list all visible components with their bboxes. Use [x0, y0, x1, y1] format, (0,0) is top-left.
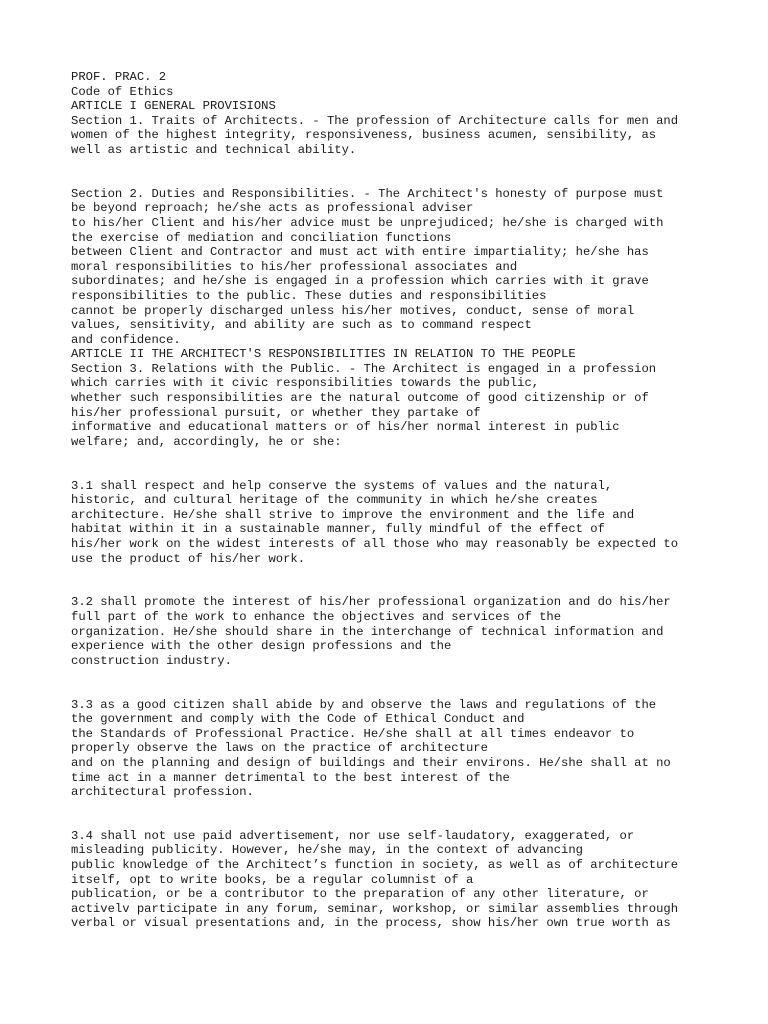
- paragraph-line: values, sensitivity, and ability are such as to command respect: [71, 318, 532, 333]
- paragraph-line: the exercise of mediation and conciliation functions: [71, 230, 452, 245]
- paragraph-line: responsibilities to the public. These duties and responsibilities: [71, 288, 547, 303]
- paragraph-line: to his/her Client and his/her advice must be unprejudiced; he/she is charged with: [71, 215, 664, 230]
- paragraph-line: Section 3. Relations with the Public. - The Architect is engaged in a profession: [71, 361, 657, 376]
- paragraph-gap: [71, 449, 761, 478]
- paragraph-line: his/her work on the widest interests of all those who may reasonably be expected to: [71, 537, 679, 551]
- paragraph-line: construction industry.: [71, 653, 232, 668]
- paragraph-line: time act in a manner detrimental to the best interest of the: [71, 770, 510, 785]
- paragraph-line: public knowledge of the Architect’s function in society, as well as of architecture: [71, 858, 679, 873]
- paragraph-line: itself, opt to write books, be a regular columnist of a: [71, 872, 474, 887]
- item-3-3-paragraph: [71, 698, 761, 800]
- paragraph-line: be beyond reproach; he/she acts as professional adviser: [71, 201, 474, 216]
- paragraph-line: moral responsibilities to his/her professional associates and: [71, 259, 518, 274]
- paragraph-line: and confidence.: [71, 332, 181, 347]
- section-1-paragraph: [71, 114, 761, 158]
- paragraph-gap: [71, 566, 761, 595]
- paragraph-line: 3.4 shall not use paid advertisement, nor use self-laudatory, exaggerated, or: [71, 828, 635, 843]
- paragraph-gap: [71, 800, 761, 829]
- item-3-4-paragraph: [71, 829, 761, 931]
- paragraph-gap: [71, 668, 761, 697]
- paragraph-line: the government and comply with the Code of Ethical Conduct and: [71, 712, 525, 727]
- paragraph-line: Section 2. Duties and Responsibilities. - The Architect's honesty of purpose must: [71, 186, 664, 201]
- paragraph-line: activelv participate in any forum, seminar, workshop, or similar assemblies through: [71, 901, 679, 916]
- paragraph-line: Section 1. Traits of Architects. - The profession of Architecture calls for men and: [71, 113, 679, 128]
- paragraph-line: the Standards of Professional Practice. He/she shall at all times endeavor to: [71, 726, 635, 741]
- paragraph-line: women of the highest integrity, responsiveness, business acumen, sensibility, as: [71, 128, 657, 143]
- paragraph-line: welfare; and, accordingly, he or she:: [71, 434, 342, 449]
- paragraph-line: use the product of his/her work.: [71, 551, 306, 566]
- paragraph-line: experience with the other design professions and the: [71, 639, 452, 654]
- paragraph-line: full part of the work to enhance the objectives and services of the: [71, 609, 562, 624]
- paragraph-line: habitat within it in a sustainable manner, fully mindful of the effect of: [71, 522, 605, 537]
- paragraph-line: historic, and cultural heritage of the community in which he/she creates: [71, 493, 598, 508]
- paragraph-gap: [71, 158, 761, 187]
- document-title: Code of Ethics: [71, 84, 174, 99]
- paragraph-line: verbal or visual presentations and, in the process, show his/her own true worth as: [71, 916, 671, 931]
- paragraph-line: whether such responsibilities are the natural outcome of good citizenship or of: [71, 391, 649, 406]
- course-code: PROF. PRAC. 2: [71, 70, 167, 84]
- item-3-2-paragraph: [71, 595, 761, 668]
- paragraph-line: publication, or be a contributor to the preparation of any other literature, or: [71, 887, 649, 902]
- paragraph-line: organization. He/she should share in the interchange of technical information and: [71, 624, 664, 639]
- section-3-paragraph: [71, 362, 761, 450]
- section-2-paragraph: [71, 187, 761, 348]
- article-1-heading: ARTICLE I GENERAL PROVISIONS: [71, 99, 276, 114]
- paragraph-line: informative and educational matters or of his/her normal interest in public: [71, 420, 620, 435]
- paragraph-line: and on the planning and design of buildings and their environs. He/she shall at no: [71, 755, 671, 770]
- paragraph-line: 3.1 shall respect and help conserve the systems of values and the natural,: [71, 478, 613, 493]
- paragraph-line: architecture. He/she shall strive to improve the environment and the life and: [71, 507, 635, 522]
- paragraph-line: properly observe the laws on the practice of architecture: [71, 741, 488, 756]
- article-2-heading: ARTICLE II THE ARCHITECT'S RESPONSIBILITIES IN RELATION TO THE PEOPLE: [71, 347, 576, 362]
- paragraph-line: his/her professional pursuit, or whether they partake of: [71, 405, 481, 420]
- paragraph-line: between Client and Contractor and must act with entire impartiality; he/she has: [71, 245, 649, 260]
- paragraph-line: 3.2 shall promote the interest of his/her professional organization and do his/her: [71, 595, 671, 610]
- paragraph-line: which carries with it civic responsibilities towards the public,: [71, 376, 540, 391]
- paragraph-line: cannot be properly discharged unless his/her motives, conduct, sense of moral: [71, 303, 635, 318]
- document-page: [71, 70, 761, 931]
- item-3-1-paragraph: [71, 479, 761, 567]
- paragraph-line: misleading publicity. However, he/she may, in the context of advancing: [71, 843, 583, 858]
- paragraph-line: architectural profession.: [71, 785, 254, 800]
- paragraph-line: subordinates; and he/she is engaged in a profession which carries with it grave: [71, 274, 649, 289]
- paragraph-line: 3.3 as a good citizen shall abide by and observe the laws and regulations of the: [71, 697, 657, 712]
- paragraph-line: well as artistic and technical ability.: [71, 142, 357, 157]
